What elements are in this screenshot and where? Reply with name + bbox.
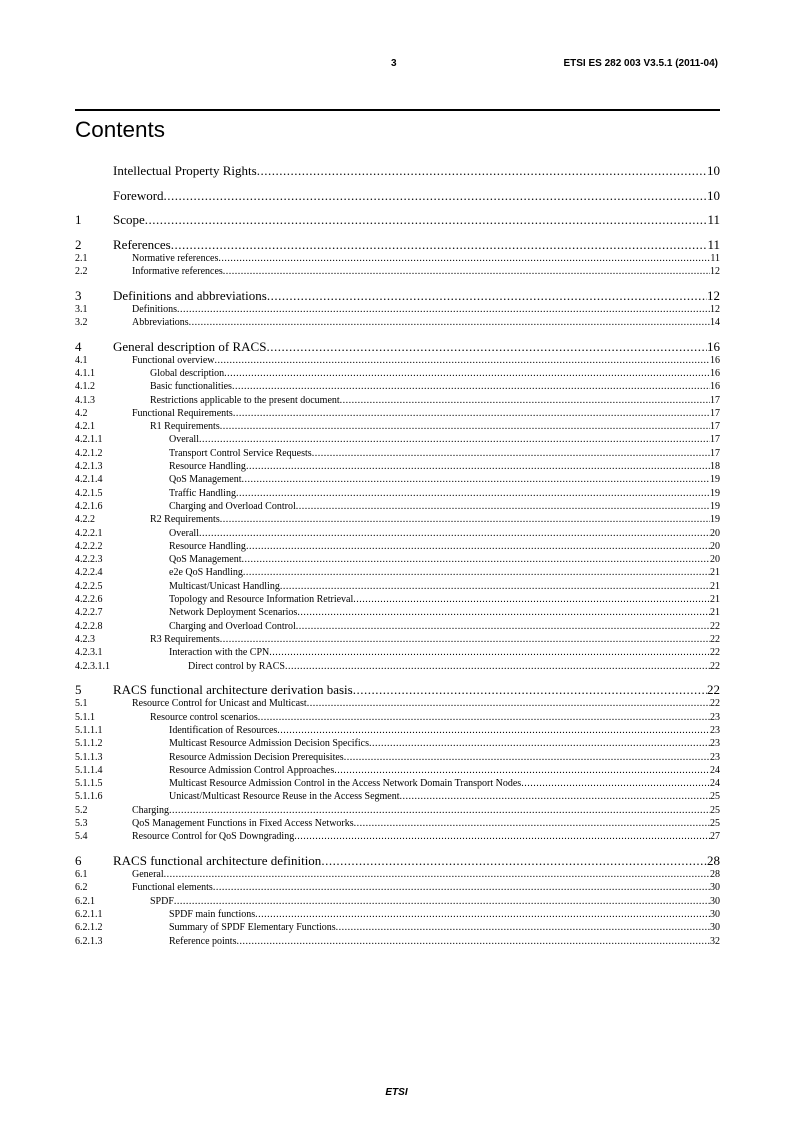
toc-entry[interactable] — [75, 447, 720, 460]
toc-entry[interactable] — [75, 252, 720, 265]
toc-entry-title: Overall — [169, 434, 199, 446]
toc-dot-leader — [340, 394, 710, 407]
toc-dot-leader — [336, 921, 710, 934]
toc-entry-title: R1 Requirements — [150, 421, 220, 433]
toc-entry-title: Restrictions applicable to the present document — [150, 394, 340, 406]
toc-entry-title: SPDF main functions — [169, 908, 256, 920]
toc-entry-title: Functional overview — [132, 354, 215, 366]
toc-entry-number: 5.2 — [75, 804, 88, 816]
toc-entry-page: 11 — [710, 252, 720, 264]
toc-entry-page: 22 — [707, 682, 720, 698]
toc-entry-page: 12 — [710, 303, 720, 315]
toc-entry-number: 4.1 — [75, 354, 88, 366]
toc-dot-leader — [214, 354, 710, 367]
toc-entry[interactable] — [75, 316, 720, 329]
toc-entry-title: SPDF — [150, 895, 174, 907]
toc-entry-page: 12 — [707, 287, 720, 303]
toc-entry[interactable] — [75, 633, 720, 646]
toc-entry-page: 25 — [710, 804, 720, 816]
toc-entry-title: Global description — [150, 367, 225, 379]
toc-entry-number: 4.2.1.3 — [75, 461, 103, 473]
toc-entry[interactable] — [75, 724, 720, 737]
toc-entry-page: 17 — [710, 421, 720, 433]
toc-entry-title: Unicast/Multicast Resource Reuse in the Access Segment — [169, 791, 400, 803]
toc-dot-leader — [297, 606, 710, 619]
toc-dot-leader — [246, 540, 710, 553]
toc-entry-number: 5.1.1.5 — [75, 778, 103, 790]
toc-entry-title: Resource Control for QoS Downgrading — [132, 831, 295, 843]
toc-entry[interactable] — [75, 711, 720, 724]
toc-entry-number: 6.2.1.1 — [75, 908, 103, 920]
toc-entry-number: 6.2.1.2 — [75, 922, 103, 934]
toc-dot-leader — [353, 593, 710, 606]
toc-entry-page: 17 — [710, 434, 720, 446]
toc-entry-page: 30 — [710, 895, 720, 907]
toc-entry[interactable] — [75, 566, 720, 579]
toc-dot-leader — [307, 697, 710, 710]
toc-entry-page: 20 — [710, 554, 720, 566]
toc-entry-page: 28 — [710, 869, 720, 881]
toc-entry-page: 19 — [710, 487, 720, 499]
toc-entry[interactable] — [75, 646, 720, 659]
toc-entry-number: 4.2 — [75, 407, 88, 419]
toc-entry-page: 18 — [710, 461, 720, 473]
toc-entry-title: Traffic Handling — [169, 487, 236, 499]
toc-entry[interactable] — [75, 394, 720, 407]
toc-entry-page: 25 — [710, 817, 720, 829]
toc-entry-number: 5.4 — [75, 831, 88, 843]
toc-dot-leader — [233, 407, 710, 420]
toc-entry[interactable] — [75, 500, 720, 513]
toc-dot-leader — [321, 853, 707, 868]
toc-entry-number: 4.1.3 — [75, 394, 95, 406]
toc-entry-number: 4.2.2.3 — [75, 554, 103, 566]
toc-dot-leader — [258, 711, 710, 724]
toc-entry-number: 4.1.1 — [75, 367, 95, 379]
page-title: Contents — [75, 117, 166, 142]
toc-dot-leader — [232, 380, 710, 393]
toc-entry-number: 4.1.2 — [75, 381, 95, 393]
toc-entry-title: Functional elements — [132, 882, 213, 894]
toc-entry[interactable] — [75, 288, 720, 303]
toc-entry-title: Multicast/Unicast Handling — [169, 580, 280, 592]
toc-entry[interactable] — [75, 895, 720, 908]
toc-entry[interactable] — [75, 935, 720, 948]
toc-entry[interactable] — [75, 339, 720, 354]
toc-dot-leader — [312, 447, 710, 460]
toc-dot-leader — [294, 830, 710, 843]
toc-entry-number: 4.2.1.6 — [75, 500, 103, 512]
toc-entry[interactable] — [75, 513, 720, 526]
toc-entry-number: 5.1.1.3 — [75, 751, 103, 763]
toc-entry-title: Abbreviations — [132, 316, 189, 328]
toc-entry-page: 23 — [710, 724, 720, 736]
toc-entry-page: 16 — [710, 367, 720, 379]
toc-entry[interactable] — [75, 433, 720, 446]
toc-entry-title: Scope — [113, 212, 145, 227]
toc-dot-leader — [220, 420, 710, 433]
toc-dot-leader — [344, 751, 710, 764]
toc-entry[interactable] — [75, 751, 720, 764]
toc-entry-page: 23 — [710, 711, 720, 723]
table-of-contents — [75, 163, 720, 948]
toc-entry[interactable] — [75, 868, 720, 881]
toc-entry-title: General — [132, 869, 164, 881]
toc-entry-page: 22 — [710, 660, 720, 672]
toc-entry-page: 30 — [710, 908, 720, 920]
toc-entry-title: References — [113, 236, 171, 252]
toc-entry-page: 11 — [707, 212, 720, 227]
toc-entry[interactable] — [75, 682, 720, 697]
toc-entry-title: Identification of Resources — [169, 724, 278, 736]
toc-entry-number: 2.1 — [75, 252, 88, 264]
toc-dot-leader — [224, 367, 710, 380]
toc-entry-title: Network Deployment Scenarios — [169, 607, 298, 619]
toc-dot-leader — [400, 790, 710, 803]
toc-dot-leader — [199, 527, 710, 540]
toc-entry-number: 4.2.2 — [75, 514, 95, 526]
toc-entry-number: 2 — [75, 236, 82, 252]
toc-dot-leader — [334, 764, 710, 777]
toc-entry-number: 4 — [75, 338, 82, 354]
header-rule — [75, 109, 720, 111]
toc-entry-title: Multicast Resource Admission Decision Specifics — [169, 738, 369, 750]
toc-entry-page: 28 — [707, 853, 720, 869]
toc-entry-page: 30 — [710, 922, 720, 934]
toc-entry-page: 17 — [710, 394, 720, 406]
toc-entry-number: 4.2.3 — [75, 633, 95, 645]
toc-entry-page: 12 — [710, 265, 720, 277]
toc-entry[interactable] — [75, 921, 720, 934]
toc-entry-title: Interaction with the CPN — [169, 647, 270, 659]
toc-entry-number: 3.1 — [75, 303, 88, 315]
toc-entry[interactable] — [75, 354, 720, 367]
toc-entry[interactable] — [75, 620, 720, 633]
toc-dot-leader — [255, 908, 710, 921]
toc-entry-title: QoS Management — [169, 554, 242, 566]
toc-entry-title: Normative references — [132, 252, 219, 264]
toc-entry[interactable] — [75, 697, 720, 710]
toc-entry-page: 21 — [710, 607, 720, 619]
toc-entry-page: 30 — [710, 882, 720, 894]
toc-entry-number: 2.2 — [75, 265, 88, 277]
toc-entry-title: Charging and Overload Control — [169, 500, 296, 512]
toc-entry-title: RACS functional architecture definition — [113, 853, 322, 869]
toc-entry-number: 5.1 — [75, 698, 88, 710]
toc-dot-leader — [220, 633, 710, 646]
toc-entry-title: RACS functional architecture derivation basis — [113, 682, 353, 698]
toc-entry-title: Resource Handling — [169, 461, 246, 473]
toc-dot-leader — [354, 817, 710, 830]
toc-entry-number: 6.2.1.3 — [75, 935, 103, 947]
toc-entry[interactable] — [75, 460, 720, 473]
toc-entry-number: 5.1.1.1 — [75, 724, 103, 736]
toc-dot-leader — [218, 252, 710, 265]
toc-entry[interactable] — [75, 764, 720, 777]
toc-entry-title: Summary of SPDF Elementary Functions — [169, 922, 336, 934]
toc-entry-title: Functional Requirements — [132, 407, 233, 419]
toc-dot-leader — [285, 660, 710, 673]
toc-dot-leader — [164, 868, 710, 881]
toc-entry-page: 27 — [710, 831, 720, 843]
toc-entry-page: 21 — [710, 567, 720, 579]
toc-entry-title: R3 Requirements — [150, 633, 220, 645]
toc-entry-page: 22 — [710, 647, 720, 659]
toc-entry[interactable] — [75, 580, 720, 593]
toc-entry-title: Resource Admission Control Approaches — [169, 764, 335, 776]
toc-entry[interactable] — [75, 487, 720, 500]
toc-entry-title: e2e QoS Handling — [169, 567, 243, 579]
toc-entry-number: 4.2.3.1 — [75, 647, 103, 659]
toc-entry[interactable] — [75, 660, 720, 673]
toc-entry-page: 11 — [707, 236, 720, 252]
toc-entry[interactable] — [75, 908, 720, 921]
footer-etsi: ETSI — [385, 1087, 408, 1098]
toc-dot-leader — [199, 433, 710, 446]
toc-entry-title: QoS Management — [169, 474, 242, 486]
toc-entry-page: 20 — [710, 527, 720, 539]
toc-dot-leader — [220, 513, 710, 526]
toc-dot-leader — [242, 553, 711, 566]
toc-entry[interactable] — [75, 804, 720, 817]
toc-entry-number: 3 — [75, 287, 82, 303]
toc-entry[interactable] — [75, 881, 720, 894]
toc-entry-page: 17 — [710, 447, 720, 459]
toc-entry[interactable] — [75, 527, 720, 540]
toc-entry-number: 5.1.1.6 — [75, 791, 103, 803]
toc-dot-leader — [236, 935, 710, 948]
toc-entry-title: General description of RACS — [113, 338, 267, 354]
toc-dot-leader — [171, 237, 708, 252]
toc-entry-number: 6 — [75, 853, 82, 869]
toc-entry-title: Resource Control for Unicast and Multicast — [132, 698, 307, 710]
toc-entry-page: 19 — [710, 514, 720, 526]
toc-entry-title: Charging and Overload Control — [169, 620, 296, 632]
toc-entry-number: 6.2 — [75, 882, 88, 894]
toc-entry-title: Resource control scenarios — [150, 711, 258, 723]
toc-entry-number: 4.2.1.1 — [75, 434, 103, 446]
toc-entry-page: 23 — [710, 738, 720, 750]
toc-dot-leader — [521, 777, 710, 790]
toc-entry-page: 23 — [710, 751, 720, 763]
toc-entry-title: Foreword — [113, 187, 164, 203]
toc-entry-page: 19 — [710, 474, 720, 486]
toc-dot-leader — [223, 265, 710, 278]
toc-entry-page: 22 — [710, 620, 720, 632]
toc-entry-page: 10 — [707, 163, 720, 178]
toc-entry-number: 5 — [75, 682, 82, 698]
toc-dot-leader — [257, 163, 707, 178]
toc-entry[interactable] — [75, 737, 720, 750]
toc-dot-leader — [280, 580, 710, 593]
toc-entry-title: Overall — [169, 527, 199, 539]
toc-entry-page: 10 — [707, 187, 720, 203]
toc-entry[interactable] — [75, 163, 720, 178]
toc-entry[interactable] — [75, 593, 720, 606]
toc-dot-leader — [267, 288, 707, 303]
toc-entry-number: 4.2.1.4 — [75, 474, 103, 486]
document-id: ETSI ES 282 003 V3.5.1 (2011-04) — [563, 58, 718, 69]
toc-entry-title: Definitions — [132, 303, 177, 315]
toc-entry[interactable] — [75, 188, 720, 203]
toc-entry-number: 5.1.1.2 — [75, 738, 103, 750]
toc-entry[interactable] — [75, 790, 720, 803]
toc-entry-title: Informative references — [132, 265, 223, 277]
toc-entry[interactable] — [75, 303, 720, 316]
toc-dot-leader — [242, 473, 711, 486]
toc-entry-page: 16 — [707, 338, 720, 354]
toc-entry-page: 20 — [710, 540, 720, 552]
toc-entry-number: 4.2.2.5 — [75, 580, 103, 592]
toc-entry-title: Reference points — [169, 935, 237, 947]
toc-dot-leader — [169, 804, 710, 817]
toc-entry-title: Multicast Resource Admission Control in the Access Network Domain Transport Nodes — [169, 778, 522, 790]
toc-entry[interactable] — [75, 540, 720, 553]
toc-dot-leader — [353, 682, 707, 697]
toc-entry-title: Direct control by RACS — [188, 660, 285, 672]
toc-entry[interactable] — [75, 473, 720, 486]
toc-entry-page: 19 — [710, 500, 720, 512]
toc-entry-number: 4.2.2.1 — [75, 527, 103, 539]
toc-entry-number: 4.2.2.7 — [75, 607, 103, 619]
toc-entry-title: QoS Management Functions in Fixed Access Networks — [132, 817, 354, 829]
toc-entry-number: 6.1 — [75, 869, 88, 881]
toc-entry-number: 5.3 — [75, 817, 88, 829]
toc-entry-number: 4.2.2.4 — [75, 567, 103, 579]
toc-entry-title: Basic functionalities — [150, 381, 232, 393]
toc-entry-page: 22 — [710, 633, 720, 645]
toc-entry-page: 21 — [710, 594, 720, 606]
toc-dot-leader — [246, 460, 710, 473]
toc-entry-title: R2 Requirements — [150, 514, 220, 526]
toc-entry-number: 4.2.1 — [75, 421, 95, 433]
toc-entry[interactable] — [75, 817, 720, 830]
toc-entry-title: Transport Control Service Requests — [169, 447, 312, 459]
toc-dot-leader — [266, 339, 707, 354]
toc-entry[interactable] — [75, 553, 720, 566]
toc-dot-leader — [213, 881, 710, 894]
toc-entry[interactable] — [75, 367, 720, 380]
toc-dot-leader — [369, 737, 710, 750]
toc-dot-leader — [296, 500, 710, 513]
toc-entry-title: Charging — [132, 804, 170, 816]
toc-entry-number: 6.2.1 — [75, 895, 95, 907]
toc-entry-page: 16 — [710, 354, 720, 366]
toc-entry-page: 22 — [710, 698, 720, 710]
toc-entry-page: 32 — [710, 935, 720, 947]
toc-entry-title: Resource Admission Decision Prerequisites — [169, 751, 344, 763]
toc-dot-leader — [164, 188, 707, 203]
toc-entry[interactable] — [75, 237, 720, 252]
toc-entry-page: 16 — [710, 381, 720, 393]
toc-entry-number: 3.2 — [75, 316, 88, 328]
toc-dot-leader — [174, 895, 710, 908]
toc-dot-leader — [296, 620, 710, 633]
page-number: 3 — [391, 58, 397, 69]
toc-entry[interactable] — [75, 777, 720, 790]
toc-entry-number: 5.1.1 — [75, 711, 95, 723]
toc-entry[interactable] — [75, 407, 720, 420]
toc-entry[interactable] — [75, 380, 720, 393]
toc-dot-leader — [177, 303, 710, 316]
toc-dot-leader — [269, 646, 710, 659]
toc-entry-page: 25 — [710, 791, 720, 803]
toc-dot-leader — [243, 566, 710, 579]
toc-entry-page: 21 — [710, 580, 720, 592]
toc-entry[interactable] — [75, 265, 720, 278]
toc-entry-page: 14 — [710, 316, 720, 328]
toc-entry-number: 1 — [75, 212, 82, 227]
toc-entry-title: Intellectual Property Rights — [113, 163, 257, 178]
toc-dot-leader — [145, 212, 708, 227]
toc-entry-page: 24 — [710, 764, 720, 776]
toc-dot-leader — [236, 487, 710, 500]
toc-entry-page: 24 — [710, 778, 720, 790]
toc-entry-number: 4.2.2.6 — [75, 594, 103, 606]
toc-entry-number: 4.2.3.1.1 — [75, 660, 110, 672]
toc-entry-title: Topology and Resource Information Retrieval — [169, 594, 354, 606]
toc-entry-number: 4.2.1.2 — [75, 447, 103, 459]
toc-entry-number: 5.1.1.4 — [75, 764, 103, 776]
toc-entry[interactable] — [75, 212, 720, 227]
toc-dot-leader — [189, 316, 710, 329]
toc-entry-page: 17 — [710, 407, 720, 419]
toc-entry[interactable] — [75, 853, 720, 868]
toc-entry-number: 4.2.2.2 — [75, 540, 103, 552]
toc-entry-number: 4.2.2.8 — [75, 620, 103, 632]
toc-entry-title: Resource Handling — [169, 540, 246, 552]
toc-entry[interactable] — [75, 830, 720, 843]
toc-entry[interactable] — [75, 606, 720, 619]
toc-entry-title: Definitions and abbreviations — [113, 287, 267, 303]
toc-entry[interactable] — [75, 420, 720, 433]
toc-dot-leader — [277, 724, 710, 737]
toc-entry-number: 4.2.1.5 — [75, 487, 103, 499]
